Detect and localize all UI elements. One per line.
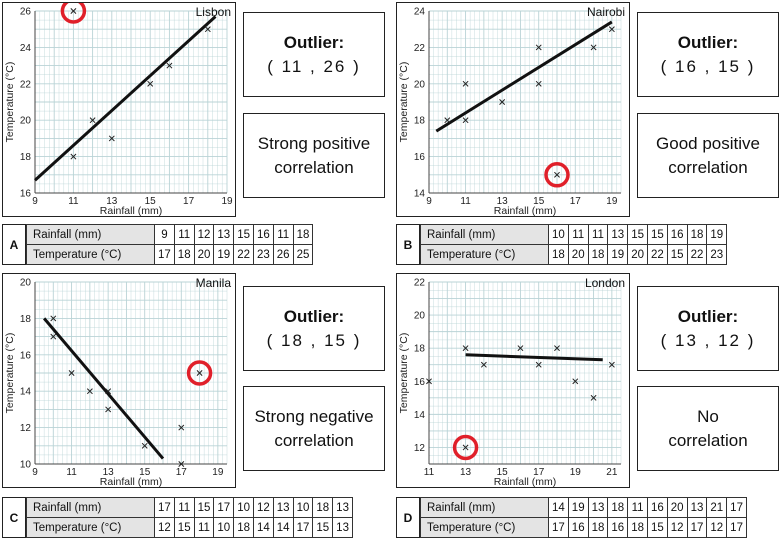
temperature-cell: 19 — [214, 245, 234, 265]
rainfall-cell: 18 — [293, 225, 313, 245]
temperature-cell: 16 — [608, 518, 628, 538]
y-tick-label: 16 — [413, 152, 425, 164]
temperature-cell: 22 — [234, 245, 254, 265]
lisbon-scatter-plot — [3, 3, 235, 216]
x-tick-label: 9 — [426, 196, 432, 207]
correlation-box — [243, 113, 385, 198]
x-axis-title: Rainfall (mm) — [99, 476, 163, 487]
row-label: Rainfall (mm) — [421, 225, 549, 245]
y-tick-label: 18 — [19, 152, 31, 164]
outlier-title: Outlier: — [677, 306, 739, 326]
table-letter: B — [396, 224, 420, 265]
london-scatter-plot — [397, 274, 629, 487]
chart-title: Lisbon — [195, 5, 231, 19]
temperature-cell: 19 — [608, 245, 628, 265]
data-table-d — [396, 497, 747, 538]
temperature-cell: 20 — [568, 245, 588, 265]
temperature-cell: 17 — [155, 245, 175, 265]
x-tick-label: 13 — [496, 196, 508, 207]
rainfall-cell: 16 — [647, 498, 667, 518]
row-label: Rainfall (mm) — [421, 498, 549, 518]
temperature-cell: 17 — [293, 518, 313, 538]
y-axis-title: Temperature (°C) — [398, 332, 410, 414]
temperature-cell: 17 — [687, 518, 707, 538]
outlier-box — [637, 12, 779, 97]
outlier-coordinates: ( 18 , 15 ) — [266, 330, 362, 350]
x-tick-label: 15 — [144, 196, 156, 207]
temperature-cell: 20 — [194, 245, 214, 265]
y-tick-label: 18 — [19, 313, 31, 325]
outlier-title: Outlier: — [283, 306, 345, 326]
rainfall-cell: 11 — [174, 225, 194, 245]
rainfall-cell: 16 — [253, 225, 273, 245]
y-tick-label: 18 — [413, 343, 425, 355]
rainfall-cell: 15 — [628, 225, 648, 245]
x-tick-label: 13 — [102, 467, 114, 478]
rainfall-cell: 12 — [194, 225, 214, 245]
x-tick-label: 19 — [606, 196, 618, 207]
y-tick-label: 20 — [413, 310, 425, 322]
rainfall-cell: 11 — [628, 498, 648, 518]
rainfall-cell: 15 — [194, 498, 214, 518]
temperature-cell: 25 — [293, 245, 313, 265]
temperature-cell: 18 — [234, 518, 254, 538]
x-tick-label: 17 — [175, 467, 187, 478]
y-tick-label: 16 — [19, 188, 31, 200]
row-label: Rainfall (mm) — [27, 498, 155, 518]
temperature-cell: 18 — [628, 518, 648, 538]
y-tick-label: 24 — [19, 42, 31, 54]
temperature-cell: 15 — [647, 518, 667, 538]
y-tick-label: 12 — [413, 442, 425, 454]
y-tick-label: 20 — [19, 277, 31, 289]
row-label: Temperature (°C) — [421, 245, 549, 265]
y-tick-label: 22 — [19, 79, 31, 91]
rainfall-cell: 11 — [568, 225, 588, 245]
x-tick-label: 15 — [533, 196, 545, 207]
x-tick-label: 19 — [569, 467, 581, 478]
x-tick-label: 17 — [569, 196, 581, 207]
row-label: Temperature (°C) — [421, 518, 549, 538]
temperature-cell: 18 — [588, 518, 608, 538]
rainfall-cell: 10 — [549, 225, 569, 245]
chart-manila — [2, 273, 236, 488]
rainfall-cell: 21 — [707, 498, 727, 518]
temperature-cell: 18 — [549, 245, 569, 265]
temperature-cell: 15 — [174, 518, 194, 538]
rainfall-cell: 11 — [588, 225, 608, 245]
outlier-coordinates: ( 13 , 12 ) — [660, 330, 756, 350]
row-label: Rainfall (mm) — [27, 225, 155, 245]
rainfall-cell: 17 — [214, 498, 234, 518]
x-tick-label: 13 — [106, 196, 118, 207]
rainfall-cell: 13 — [273, 498, 293, 518]
temperature-cell: 23 — [707, 245, 727, 265]
x-tick-label: 19 — [212, 467, 224, 478]
rainfall-cell: 11 — [174, 498, 194, 518]
y-axis-title: Temperature (°C) — [4, 332, 16, 414]
temperature-cell: 11 — [194, 518, 214, 538]
temperature-cell: 18 — [174, 245, 194, 265]
rainfall-row — [421, 498, 747, 518]
data-table — [26, 224, 313, 265]
temperature-cell: 14 — [253, 518, 273, 538]
chart-london — [396, 273, 630, 488]
y-tick-label: 24 — [413, 6, 425, 18]
correlation-box — [637, 386, 779, 471]
rainfall-cell: 13 — [214, 225, 234, 245]
data-table-b — [396, 224, 727, 265]
chart-title: London — [584, 276, 625, 290]
outlier-title: Outlier: — [283, 32, 345, 52]
y-tick-label: 18 — [413, 115, 425, 127]
temperature-cell: 12 — [155, 518, 175, 538]
rainfall-cell: 19 — [568, 498, 588, 518]
x-tick-label: 17 — [533, 467, 545, 478]
y-tick-label: 14 — [413, 409, 425, 421]
outlier-box — [243, 286, 385, 371]
temperature-cell: 13 — [333, 518, 353, 538]
temperature-row — [421, 518, 747, 538]
x-tick-label: 11 — [423, 467, 435, 478]
row-label: Temperature (°C) — [27, 245, 155, 265]
y-tick-label: 20 — [413, 79, 425, 91]
outlier-box — [243, 12, 385, 97]
data-table — [420, 224, 727, 265]
rainfall-cell: 12 — [253, 498, 273, 518]
x-tick-label: 13 — [460, 467, 472, 478]
rainfall-row — [27, 498, 353, 518]
correlation-text: No correlation — [668, 406, 748, 450]
x-tick-label: 15 — [496, 467, 508, 478]
correlation-text: Good positive correlation — [656, 133, 760, 177]
temperature-cell: 23 — [253, 245, 273, 265]
correlation-text: Strong negative correlation — [254, 406, 374, 450]
temperature-cell: 22 — [687, 245, 707, 265]
chart-nairobi — [396, 2, 630, 217]
chart-title: Manila — [195, 276, 231, 290]
temperature-cell: 16 — [568, 518, 588, 538]
x-tick-label: 15 — [139, 467, 151, 478]
temperature-row — [27, 518, 353, 538]
temperature-cell: 10 — [214, 518, 234, 538]
x-axis-title: Rainfall (mm) — [99, 205, 163, 216]
rainfall-cell: 15 — [234, 225, 254, 245]
x-tick-label: 21 — [606, 467, 618, 478]
table-letter: A — [2, 224, 26, 265]
grid — [429, 11, 621, 193]
correlation-text: Strong positive correlation — [257, 133, 371, 177]
rainfall-cell: 20 — [667, 498, 687, 518]
rainfall-cell: 13 — [687, 498, 707, 518]
x-tick-label: 11 — [66, 467, 77, 478]
rainfall-cell: 10 — [293, 498, 313, 518]
rainfall-cell: 18 — [687, 225, 707, 245]
data-table — [420, 497, 747, 538]
temperature-cell: 15 — [313, 518, 333, 538]
y-tick-label: 22 — [413, 277, 425, 289]
y-tick-label: 16 — [413, 376, 425, 388]
rainfall-cell: 9 — [155, 225, 175, 245]
temperature-row — [421, 245, 727, 265]
outlier-coordinates: ( 16 , 15 ) — [660, 56, 756, 76]
x-tick-label: 9 — [32, 196, 38, 207]
x-tick-label: 17 — [183, 196, 195, 207]
x-axis-title: Rainfall (mm) — [493, 476, 557, 487]
rainfall-cell: 14 — [549, 498, 569, 518]
nairobi-scatter-plot — [397, 3, 629, 216]
rainfall-cell: 13 — [333, 498, 353, 518]
y-tick-label: 12 — [19, 423, 31, 435]
x-axis-title: Rainfall (mm) — [493, 205, 557, 216]
grid — [429, 282, 621, 464]
temperature-cell: 18 — [588, 245, 608, 265]
x-tick-label: 19 — [221, 196, 233, 207]
grid — [35, 11, 227, 193]
manila-scatter-plot — [3, 274, 235, 487]
data-table-c — [2, 497, 353, 538]
temperature-cell: 17 — [727, 518, 747, 538]
x-tick-label: 11 — [68, 196, 79, 207]
outlier-coordinates: ( 11 , 26 ) — [267, 56, 361, 76]
rainfall-cell: 18 — [313, 498, 333, 518]
table-letter: D — [396, 497, 420, 538]
y-axis-title: Temperature (°C) — [398, 61, 410, 143]
rainfall-cell: 10 — [234, 498, 254, 518]
y-tick-label: 16 — [19, 350, 31, 362]
y-tick-label: 14 — [413, 188, 425, 200]
y-tick-label: 22 — [413, 42, 425, 54]
temperature-cell: 22 — [647, 245, 667, 265]
rainfall-cell: 13 — [588, 498, 608, 518]
rainfall-cell: 13 — [608, 225, 628, 245]
data-table — [26, 497, 353, 538]
temperature-cell: 26 — [273, 245, 293, 265]
rainfall-cell: 15 — [647, 225, 667, 245]
chart-title: Nairobi — [586, 5, 625, 19]
grid — [35, 282, 227, 464]
rainfall-cell: 17 — [727, 498, 747, 518]
table-letter: C — [2, 497, 26, 538]
rainfall-row — [27, 225, 313, 245]
temperature-cell: 20 — [628, 245, 648, 265]
rainfall-cell: 18 — [608, 498, 628, 518]
y-tick-label: 26 — [19, 6, 31, 18]
temperature-cell: 15 — [667, 245, 687, 265]
rainfall-cell: 16 — [667, 225, 687, 245]
temperature-cell: 14 — [273, 518, 293, 538]
rainfall-cell: 11 — [273, 225, 293, 245]
rainfall-row — [421, 225, 727, 245]
rainfall-cell: 19 — [707, 225, 727, 245]
temperature-row — [27, 245, 313, 265]
outlier-title: Outlier: — [677, 32, 739, 52]
data-table-a — [2, 224, 313, 265]
row-label: Temperature (°C) — [27, 518, 155, 538]
rainfall-cell: 17 — [155, 498, 175, 518]
temperature-cell: 17 — [549, 518, 569, 538]
outlier-box — [637, 286, 779, 371]
y-axis-title: Temperature (°C) — [4, 61, 16, 143]
temperature-cell: 12 — [667, 518, 687, 538]
chart-lisbon — [2, 2, 236, 217]
temperature-cell: 12 — [707, 518, 727, 538]
x-tick-label: 9 — [32, 467, 38, 478]
correlation-box — [243, 386, 385, 471]
y-tick-label: 10 — [19, 459, 31, 471]
y-tick-label: 14 — [19, 386, 31, 398]
x-tick-label: 11 — [460, 196, 471, 207]
correlation-box — [637, 113, 779, 198]
y-tick-label: 20 — [19, 115, 31, 127]
